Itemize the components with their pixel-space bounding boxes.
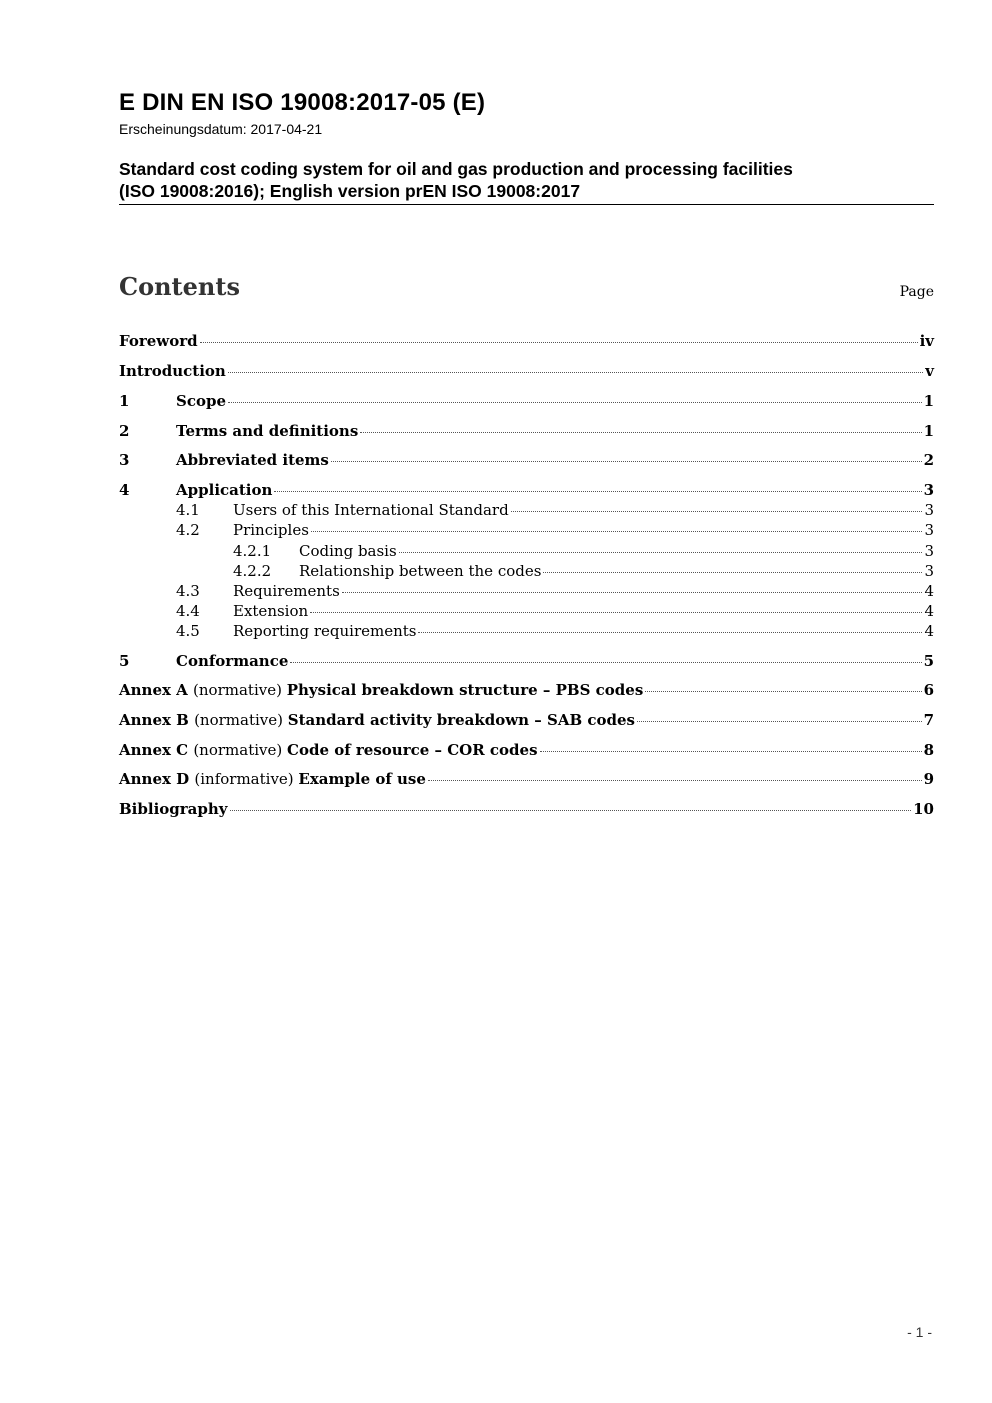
toc-entry-relationship[interactable] <box>119 560 934 582</box>
toc-entry-page: 9 <box>923 770 934 788</box>
toc-leader-dots <box>637 720 922 722</box>
toc-entry-page: 3 <box>924 501 934 519</box>
page-column-label: Page <box>899 284 934 300</box>
toc-leader-dots <box>399 551 923 553</box>
toc-leader-dots <box>310 611 922 613</box>
toc-entry-title: Conformance <box>176 652 289 670</box>
toc-entry-title <box>119 739 538 761</box>
toc-entry-terms[interactable] <box>119 420 934 442</box>
toc-leader-dots <box>290 661 921 663</box>
toc-entry-title: Application <box>176 481 273 499</box>
annex-title: Example of use <box>298 770 426 788</box>
toc-entry-title: Bibliography <box>119 800 228 818</box>
annex-type: (normative) <box>193 681 287 699</box>
toc-entry-page: 4 <box>924 622 934 640</box>
toc-entry-conformance[interactable] <box>119 650 934 672</box>
toc-entry-page: v <box>925 362 934 380</box>
toc-entry-title: Introduction <box>119 362 226 380</box>
subtitle-line-1: Standard cost coding system for oil and gas production and processing facilities <box>119 159 793 179</box>
toc-entry-number: 4.2.2 <box>233 562 272 580</box>
toc-entry-requirements[interactable] <box>119 580 934 602</box>
contents-title: Contents <box>119 272 240 301</box>
toc-entry-annex-c[interactable] <box>119 739 934 761</box>
annex-label: Annex A <box>119 681 194 699</box>
toc-leader-dots <box>428 779 922 781</box>
toc-entry-page: 1 <box>923 422 934 440</box>
toc-entry-number: 5 <box>119 652 130 670</box>
toc-entry-coding-basis[interactable] <box>119 540 934 562</box>
toc-entry-title: Terms and definitions <box>176 422 359 440</box>
toc-leader-dots <box>274 490 921 492</box>
toc-entry-number: 4.2 <box>176 521 200 539</box>
toc-entry-page: 3 <box>923 481 934 499</box>
document-header <box>119 88 934 205</box>
toc-entry-introduction[interactable] <box>119 360 934 382</box>
toc-entry-title: Requirements <box>233 582 340 600</box>
annex-type: (normative) <box>193 741 288 759</box>
toc-entry-abbreviated[interactable] <box>119 449 934 471</box>
toc-entry-number: 4.1 <box>176 501 200 519</box>
toc-entry-page: 4 <box>924 582 934 600</box>
toc-entry-application[interactable] <box>119 479 934 501</box>
toc-leader-dots <box>418 631 922 633</box>
toc-entry-number: 2 <box>119 422 130 440</box>
annex-label: Annex B <box>119 711 195 729</box>
toc-entry-number: 4.4 <box>176 602 200 620</box>
toc-entry-title <box>119 709 635 731</box>
toc-entry-page: 5 <box>923 652 934 670</box>
toc-entry-number: 4.5 <box>176 622 200 640</box>
annex-title: Standard activity breakdown – SAB codes <box>287 711 636 729</box>
toc-leader-dots <box>511 510 923 512</box>
toc-entry-number: 4.2.1 <box>233 542 272 560</box>
toc-entry-page: 3 <box>924 562 934 580</box>
toc-entry-scope[interactable] <box>119 390 934 412</box>
toc-entry-page: 3 <box>924 521 934 539</box>
toc-entry-number: 1 <box>119 392 130 410</box>
toc-leader-dots <box>230 809 912 811</box>
toc-entry-title: Scope <box>176 392 227 410</box>
toc-leader-dots <box>540 750 922 752</box>
annex-type: (normative) <box>194 711 288 729</box>
toc-entry-title <box>119 679 643 701</box>
toc-entry-page: 4 <box>924 602 934 620</box>
toc-entry-title: Reporting requirements <box>233 622 417 640</box>
toc-entry-users[interactable] <box>119 499 934 521</box>
toc-entry-page: 7 <box>923 711 934 729</box>
publication-date: Erscheinungsdatum: 2017-04-21 <box>119 121 323 137</box>
annex-label: Annex C <box>119 741 194 759</box>
toc-entry-annex-a[interactable] <box>119 679 934 701</box>
toc-leader-dots <box>228 371 923 373</box>
toc-entry-page: 1 <box>923 392 934 410</box>
toc-leader-dots <box>228 401 922 403</box>
toc-entry-title: Principles <box>233 521 309 539</box>
toc-entry-title: Abbreviated items <box>176 451 329 469</box>
toc-entry-page: 2 <box>923 451 934 469</box>
document-title: E DIN EN ISO 19008:2017-05 (E) <box>119 89 486 116</box>
toc-leader-dots <box>331 460 922 462</box>
toc-entry-reporting[interactable] <box>119 620 934 642</box>
toc-leader-dots <box>200 341 918 343</box>
toc-entry-number: 4.3 <box>176 582 200 600</box>
toc-leader-dots <box>645 690 921 692</box>
toc-entry-foreword[interactable] <box>119 330 934 352</box>
toc-entry-annex-d[interactable] <box>119 768 934 790</box>
annex-title: Code of resource – COR codes <box>287 741 538 759</box>
toc-entry-title: Users of this International Standard <box>233 501 509 519</box>
toc-leader-dots <box>311 530 923 532</box>
toc-leader-dots <box>543 571 922 573</box>
toc-entry-title: Coding basis <box>299 542 397 560</box>
toc-entry-page: 3 <box>924 542 934 560</box>
annex-title: Physical breakdown structure – PBS codes <box>286 681 644 699</box>
annex-label: Annex D <box>119 770 195 788</box>
page-number: - 1 - <box>907 1324 932 1340</box>
subtitle-line-2: (ISO 19008:2016); English version prEN ISO 19008:2017 <box>119 181 581 201</box>
toc-entry-title: Relationship between the codes <box>299 562 542 580</box>
toc-entry-number: 4 <box>119 481 130 499</box>
document-subtitle <box>119 158 934 205</box>
toc-entry-title: Extension <box>233 602 309 620</box>
toc-entry-annex-b[interactable] <box>119 709 934 731</box>
toc-entry-page: iv <box>919 332 934 350</box>
toc-entry-number: 3 <box>119 451 130 469</box>
toc-entry-extension[interactable] <box>119 600 934 622</box>
toc-entry-title <box>119 768 426 790</box>
toc-entry-bibliography[interactable] <box>119 798 934 820</box>
contents-header <box>119 272 934 312</box>
toc-leader-dots <box>360 431 921 433</box>
toc-entry-title: Foreword <box>119 332 198 350</box>
toc-entry-page: 8 <box>923 741 934 759</box>
toc-entry-principles[interactable] <box>119 519 934 541</box>
toc-entry-page: 6 <box>923 681 934 699</box>
toc-entry-page: 10 <box>913 800 934 818</box>
annex-type: (informative) <box>194 770 299 788</box>
toc-leader-dots <box>342 591 923 593</box>
